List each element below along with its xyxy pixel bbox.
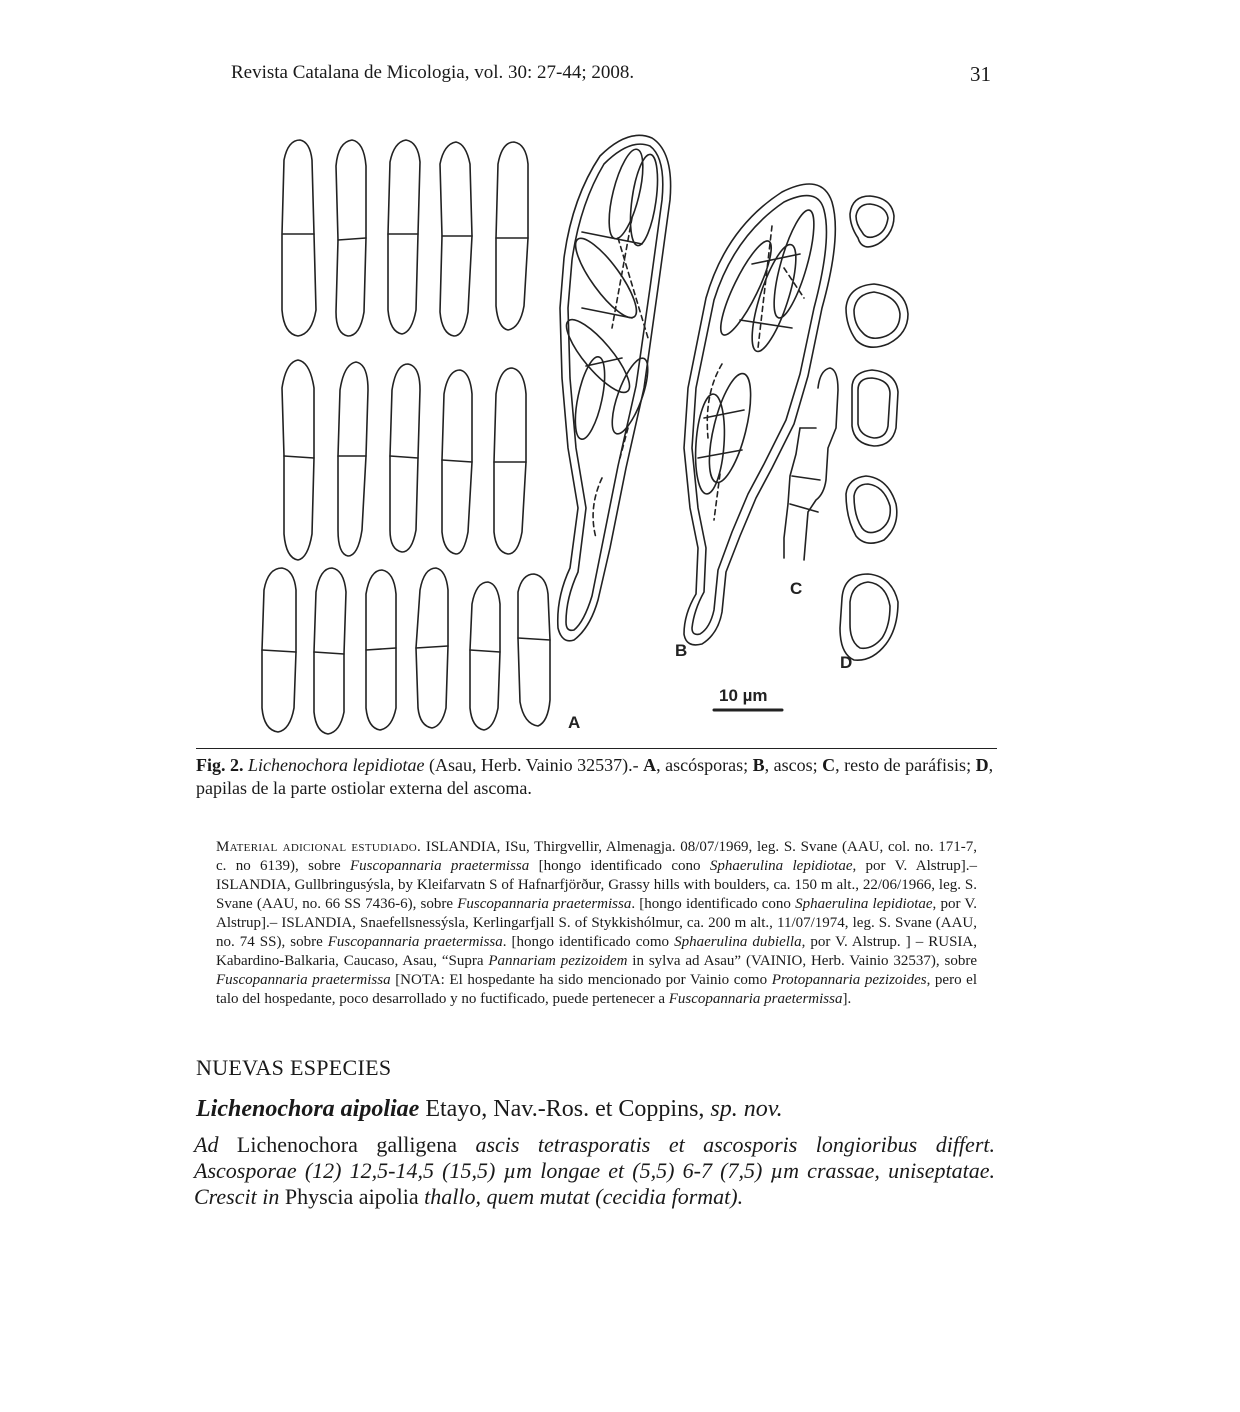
material-text: ].	[842, 991, 852, 1007]
latin-diagnosis	[194, 1132, 995, 1210]
material-taxon: Fuscopannaria praetermissa	[327, 934, 503, 950]
caption-specimen: (Asau, Herb. Vainio 32537).-	[428, 755, 639, 775]
material-taxon: Fuscopannaria praetermissa	[349, 858, 530, 874]
caption-fig-label: Fig. 2.	[196, 755, 244, 775]
material-taxon: Sphaerulina dubiella	[674, 934, 802, 950]
species-title	[196, 1096, 783, 1123]
species-authors: Etayo, Nav.-Ros. et Coppins,	[419, 1096, 711, 1122]
material-text: [hongo identificado cono	[529, 858, 710, 874]
figure-caption	[196, 754, 997, 800]
panel-label-c: C	[790, 579, 803, 598]
diagnosis-text: Ad	[194, 1132, 219, 1157]
diagnosis-taxon: Physcia aipolia	[279, 1184, 425, 1209]
material-taxon: Protopannaria pezizoides	[771, 972, 927, 988]
figure-rule	[196, 748, 997, 749]
caption-text-d: , papilas de la parte ostiolar externa del ascoma.	[196, 755, 994, 798]
panel-b-ascus-1	[558, 135, 671, 640]
material-text: ISLANDIA, ISu, Thirgvellir, Almenagja. 08/07/1969, leg. S. Svane (AAU, col. no. 171-7, c. no 6139), sobre	[216, 839, 977, 874]
material-taxon: Pannariam pezizoidem	[488, 953, 628, 969]
caption-label-c: C	[822, 755, 836, 775]
material-text: [NOTA: El hospedante ha sido mencionado por Vainio como	[390, 972, 772, 988]
panel-label-a: A	[568, 713, 581, 732]
caption-label-a: A	[643, 755, 657, 775]
panel-a-ascospores	[262, 140, 550, 734]
caption-text-b: , ascos;	[764, 755, 818, 775]
figure-2	[252, 128, 952, 744]
panel-d-papillae	[840, 196, 908, 660]
material-title: Material adicional estudiado.	[216, 839, 422, 855]
caption-species: Lichenochora lepidiotae	[248, 755, 425, 775]
caption-text-a: , ascósporas;	[656, 755, 749, 775]
material-text: in sylva ad Asau” (VAINIO, Herb. Vainio 32537), sobre	[627, 953, 977, 969]
running-title: Revista Catalana de Micologia, vol. 30: 27-44; 2008.	[231, 62, 635, 83]
material-taxon: Sphaerulina lepidiotae	[709, 858, 853, 874]
diagnosis-text: ascis tetrasporatis et ascosporis longioribus differt. Ascosporae (12) 12,5-14,5 (15,5) µm longae et (5,5) 6-7 (7,5) µm crassae, uniseptatae. Crescit in	[194, 1132, 995, 1209]
material-text: . [hongo identificado como	[502, 934, 675, 950]
running-head	[231, 62, 991, 92]
caption-label-b: B	[752, 755, 765, 775]
material-text: , por V. Alstrup].– ISLANDIA, Gullbringusýsla, by Kleifarvatn S of Hafnarfjörður, Grassy hills with boulders, ca. 150 m alt., 22/06/1966, leg. S. Svane (AAU, no. 66 SS 7436-6), sobre	[216, 858, 977, 912]
material-text: . [hongo identificado cono	[631, 896, 796, 912]
species-status: sp. nov.	[710, 1096, 783, 1122]
caption-label-d: D	[975, 755, 989, 775]
material-taxon: Fuscopannaria praetermissa	[216, 972, 391, 988]
material-taxon: Sphaerulina lepidiotae	[795, 896, 933, 912]
page-number: 31	[970, 62, 991, 86]
diagnosis-text: thallo, quem mutat (cecidia format).	[424, 1184, 744, 1209]
species-name: Lichenochora aipoliae	[196, 1096, 420, 1122]
panel-c-paraphysis	[784, 368, 838, 560]
panel-label-d: D	[840, 653, 853, 672]
caption-text-c: , resto de paráfisis;	[835, 755, 972, 775]
panel-b-ascus-2	[684, 184, 835, 645]
panel-label-b: B	[675, 641, 688, 660]
material-taxon: Fuscopannaria praetermissa	[457, 896, 632, 912]
material-text: , por V. Alstrup. ] – RUSIA, Kabardino-Balkaria, Caucaso, Asau, “Supra	[216, 934, 977, 969]
material-text: , por V. Alstrup].– ISLANDIA, Snaefellsnessýsla, Kerlingarfjall S. of Stykkishólmur, ca. 200 m alt., 11/07/1974, leg. S. Svane (AAU, no. 74 SS), sobre	[216, 896, 977, 950]
scale-bar-label: 10 µm	[719, 686, 768, 705]
material-text: , pero el talo del hospedante, poco desarrollado y no fuctificado, puede pertenecer a	[216, 972, 978, 1007]
material-taxon: Fuscopannaria praetermissa	[668, 991, 843, 1007]
figure-2-drawing	[252, 128, 952, 744]
diagnosis-taxon: Lichenochora galligena	[218, 1132, 476, 1157]
section-heading: NUEVAS ESPECIES	[196, 1055, 392, 1080]
additional-material	[216, 838, 977, 1009]
